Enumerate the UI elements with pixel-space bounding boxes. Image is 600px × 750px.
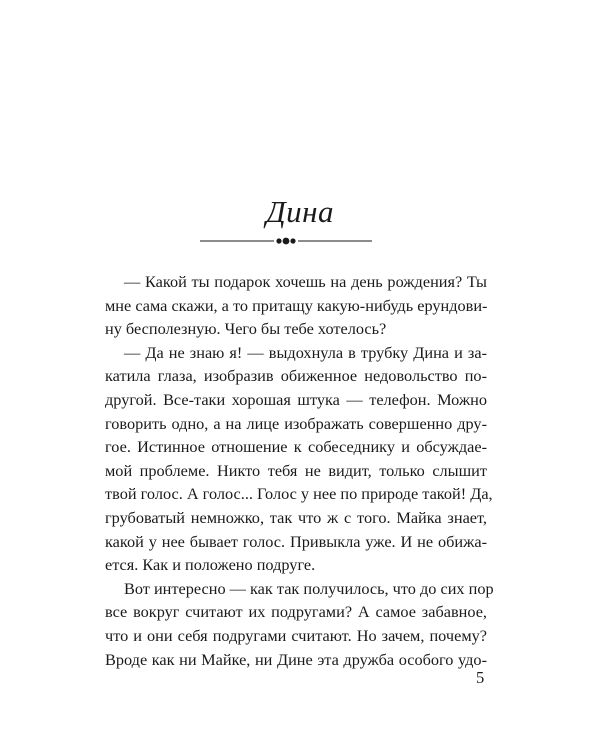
text-line: — Какой ты подарок хочешь на день рождения? Ты	[124, 272, 487, 291]
chapter-body-text	[86, 270, 494, 671]
text-line: твой голос. А голос... Голос у нее по природе такой! Да,	[105, 484, 493, 504]
text-line: другой. Все-таки хорошая штука — телефон. Можно	[105, 389, 487, 409]
text-line: все вокруг считают их подругами? А самое забавное,	[105, 602, 487, 622]
paragraph	[86, 270, 487, 341]
text-line: ну бесполезную. Чего бы тебе хотелось?	[105, 319, 387, 339]
text-line: ется. Как и положено подруге.	[105, 555, 316, 575]
text-line: мой проблеме. Никто тебя не видит, только слышит	[105, 460, 487, 480]
page-number: 5	[476, 668, 485, 687]
text-line: катила глаза, изобразив обиженное недовольство по-	[105, 366, 487, 386]
text-line: говорить одно, а на лице изображать совершенно дру-	[105, 413, 487, 433]
text-line: гое. Истинное отношение к собеседнику и обсуждае-	[105, 437, 487, 457]
text-line: что и они себя подругами считают. Но зачем, почему?	[105, 625, 487, 645]
text-line: грубоватый немножко, так что ж с того. Майка знает,	[105, 507, 487, 527]
paragraph	[86, 341, 493, 577]
chapter-title: Дина	[265, 194, 335, 229]
text-line: Вот интересно — как так получилось, что до сих пор	[124, 578, 494, 598]
text-line: мне сама скажи, а то притащу какую-нибудь ерундови-	[105, 295, 488, 315]
text-line: Вроде как ни Майке, ни Дине эта дружба особого удо-	[105, 649, 487, 669]
text-line: какой у нее бывает голос. Привыкла уже. И не обижа-	[105, 531, 487, 551]
paragraph	[86, 577, 494, 671]
text-line: — Да не знаю я! — выдохнула в трубку Дина и за-	[124, 342, 487, 362]
ornament-divider	[200, 232, 372, 250]
